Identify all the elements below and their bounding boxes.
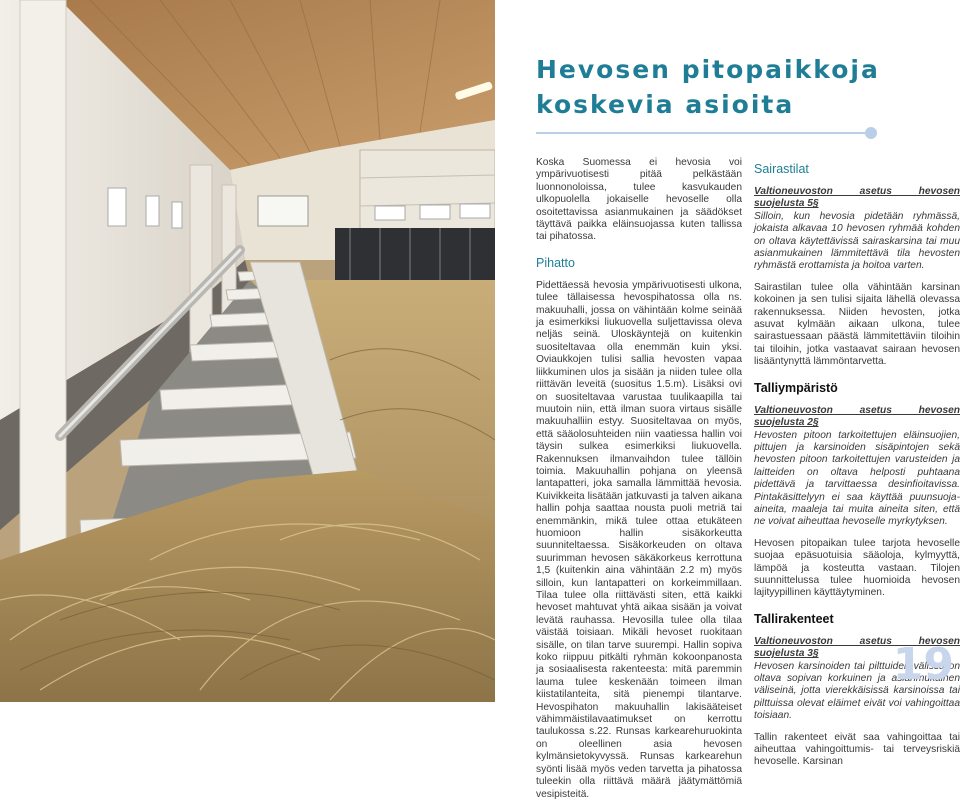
law-text-3: Hevosen karsinoiden tai pilttuiden välissä on oltava sopivan korkuinen ja asianmukainen väliseinä, jotta vierekkäisissä karsinoissa tai pilttuissa olevat eläimet eivät voi vahingoittaa toisiaan. (754, 660, 960, 722)
far-window (258, 196, 308, 226)
title-line-1: Hevosen pitopaikkoja (536, 55, 880, 84)
left-column (536, 157, 742, 801)
section-heading-talliymparisto: Talliympäristö (754, 380, 838, 395)
law-text-5: Silloin, kun hevosia pidetään ryhmässä, jokaista alkavaa 10 hevosen ryhmää kohden on oltava käytettävissä sairaskarsina tai muu asianmukainen lämmitettävä tila hevosten ryhmästä erottamista ja hoitoa varten. (754, 210, 960, 272)
stable-photo (0, 0, 495, 702)
title-rule (536, 132, 870, 134)
title-line-2: koskevia asioita (536, 90, 795, 119)
section-heading-tallirakenteet: Tallirakenteet (754, 611, 834, 626)
law-text-2: Hevosten pitoon tarkoitettujen eläinsuojien, pittujen ja karsinoiden sisäpintojen sekä hevosten pitoon tarkoitettujen varusteiden ja laitteiden on oltava helposti puhtaana pidettävä ja tarvittaessa desinfioitavissa. Pintakäsittelyyn ei saa käyttää puunsuoja-aineita, maaleja tai muita aineita siten, että ne voivat aiheuttaa hevoselle myrkytyksen. (754, 429, 960, 528)
law-reference-3: Valtioneuvoston asetus hevosen suojelusta 3§ (754, 635, 960, 660)
intro-paragraph: Koska Suomessa ei hevosia voi ympärivuotisesti pitää pelkästään luonnonoloissa, tulee kasvukauden ulkopuolella jokaiselle hevoselle olla osoitettavissa asianmukainen ja säädökset täyttävä paikka eläinsuojassa kuten tallissa tai pihatossa. (536, 157, 742, 243)
wall-window (172, 202, 182, 228)
law-reference-5: Valtioneuvoston asetus hevosen suojelusta 5§ (754, 186, 960, 210)
law-reference-2: Valtioneuvoston asetus hevosen suojelusta 2§ (754, 404, 960, 429)
foreground-hay (0, 470, 495, 702)
pihatto-paragraph: Pidettäessä hevosia ympärivuotisesti ulkona, tulee tällaisessa hevospihatossa olla ns. makuuhalli, jossa on vähintään kolme seinää ja esimerkiksi liukuovella suljettavissa oleva neljäs seinä. Uloskäyntejä on kuitenkin suositeltavaa olla enemmän kuin yksi. Oviaukkojen tulisi sallia hevosten vapaa liikkuminen ulos ja sisään ja niiden tulee olla riittävän leveitä (suositus 1.5.m). Lisäksi ovi on suositeltavaa varustaa tuulikaapilla tai muutoin niin, että ilman suora virtaus sisälle makuuhalliin estyy. Suositeltavaa on myös, että sääolosuhteiden niin vaatiessa hallin voi täysin sulkea esimerkiksi liukuovella. Rakennuksen ilmanvaihdon tulee tällöin toimia. Makuuhallin pohjana on yleensä lantapatteri, joka samalla lämmittää hevosia. Kuivikkeita lisätään jatkuvasti ja talven aikana hallin pohja saattaa nousta puoli metriä tai enemmänkin, mikä tulee ottaa etukäteen huomioon hallin sisäkorkeutta suunniteltaessa. Sisäkorkeuden on oltava suurimman hevosen säkäkorkeus kerrottuna 1,5 (kuitenkin aina vähintään 2.2 m) myös silloin, kun lantapatteri on korkeimmillaan. Tilaa tulee olla riittävästi siten, että kaikki hevoset mahtuvat yhtä aikaa sisään ja voivat levätä rauhassa. Hevosilla tulee olla tilaa väistää toisiaan. Mikäli hevoset ruokitaan sisälle, on tilan tarve suurempi. Hallin sopiva koko riippuu pitkälti ryhmän kokoonpanosta ja sosiaalisesta rakenteesta: mitä paremmin lauma tulee keskenään toimeen ilman kiistatilanteita, sitä pienempi tilantarve. Hevospihaton makuuhallin lakisääteiset vähimmäistilavaatimukset on kerrottu taulukossa s.22. Runsas karkearehuruokinta on oleellinen asia hevosen kylmänsietokyvyssä. Runsas karkearehun syönti lisää myös veden tarvetta ja pihatossa tuleekin olla riittävä määrä jäätymättömiä vesipisteitä. (536, 279, 742, 800)
section-heading-sairastilat: Sairastilat (754, 162, 809, 176)
wall-window (108, 188, 126, 226)
title-rule-dot (865, 127, 877, 139)
section-heading-pihatto: Pihatto (536, 255, 575, 270)
page-title (536, 52, 936, 122)
talliymparisto-paragraph: Hevosen pitopaikan tulee tarjota hevoselle suojaa epäsuotuisia sääoloja, kylmyyttä, lämpöä ja kosteutta vastaan. Tilojen suunnittelussa tulee huomioida hevosen lajityypillinen käyttäytyminen. (754, 537, 960, 599)
tallirakenteet-paragraph: Tallin rakenteet eivät saa vahingoittaa tai aiheuttaa vahingoittumis- tai terveysriskiä hevoselle. Karsinan (754, 731, 960, 768)
wall-window (146, 196, 159, 226)
sairastilat-paragraph: Sairastilan tulee olla vähintään karsinan kokoinen ja sen tulisi sijaita lähellä olevassa rakennuksessa. Niiden hevosten, jotka asuvat kylmään aikaan ulkona, tulee sairastuessaan päästä lämmitettäviin tiloihin tai tiloihin, jotka vastaavat sairaan hevosen lisääntynyttä lämmöntarvetta. (754, 281, 960, 368)
page-number: 19 (892, 639, 954, 690)
